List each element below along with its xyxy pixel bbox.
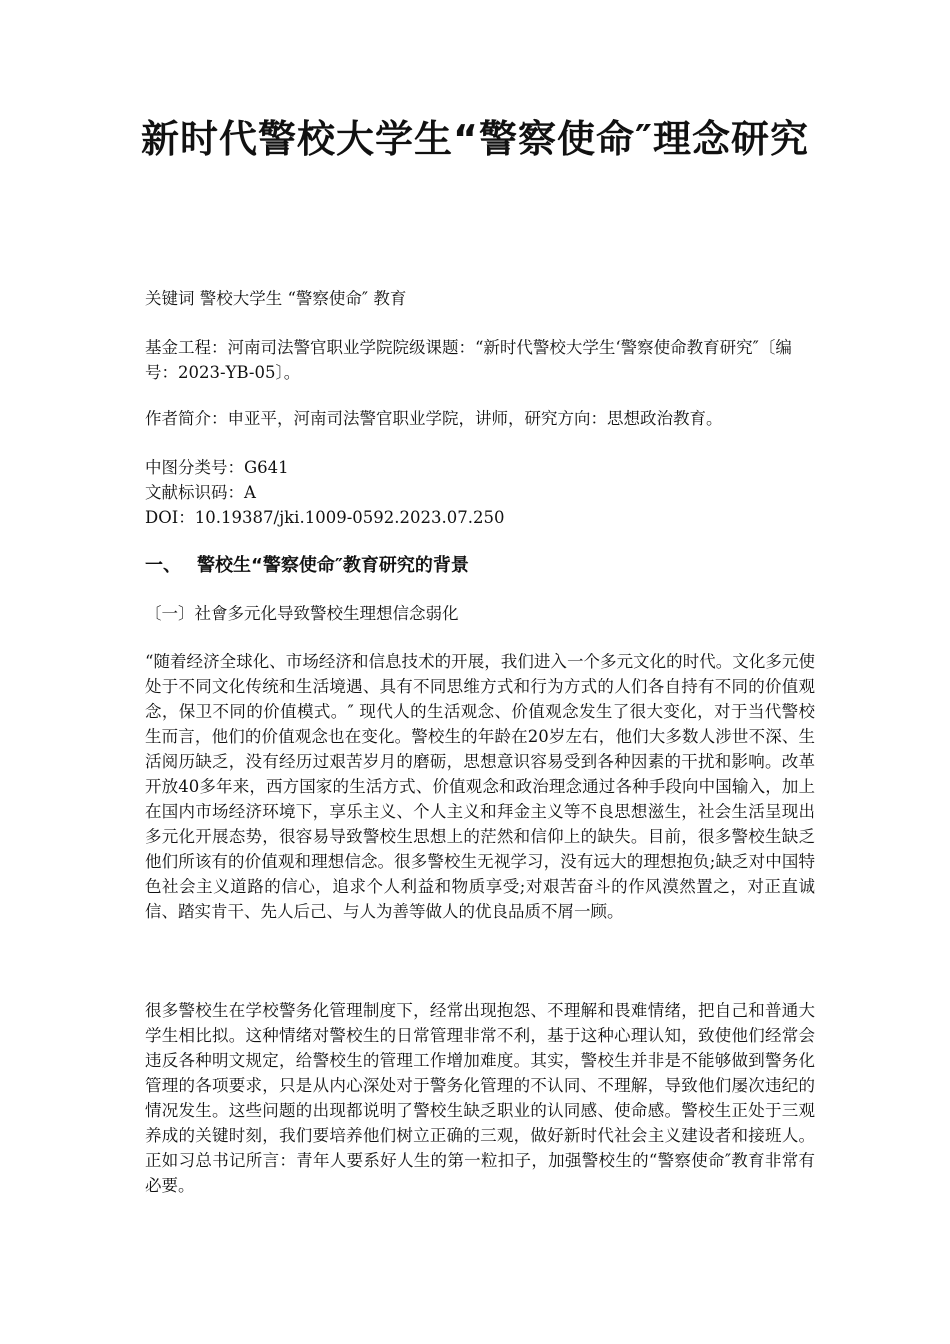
author-intro: 作者简介：申亚平，河南司法警官职业学院，讲师，研究方向：思想政治教育。 bbox=[145, 409, 723, 428]
keywords: 关键词 警校大学生 “警察使命″ 教育 bbox=[145, 289, 407, 308]
doi: DOI：10.19387/jki.1009-0592.2023.07.250 bbox=[145, 508, 505, 527]
clc-number: 中图分类号：G641 bbox=[145, 458, 289, 477]
paper-title: 新时代警校大学生“警察使命″理念研究 bbox=[141, 117, 809, 161]
document-code: 文献标识码：A bbox=[145, 483, 256, 502]
section-title: 警校生“警察使命″教育研究的背景 bbox=[197, 555, 469, 576]
section-heading bbox=[145, 553, 815, 578]
section-number: 一、 bbox=[145, 555, 181, 576]
body-paragraph-2: 很多警校生在学校警务化管理制度下，经常出现抱怨、不理解和畏难情绪，把自己和普通大学生相比拟。这种情绪对警校生的日常管理非常不利，基于这种心理认知，致使他们经常会违反各种明文规定，给警校生的管理工作增加难度。其实，警校生并非是不能够做到警务化管理的各项要求，只是从内心深处对于警务化管理的不认同、不理解，导致他们屡次违纪的情况发生。这些问题的出现都说明了警校生缺乏职业的认同感、使命感。警校生正处于三观养成的关键时刻，我们要培养他们树立正确的三观，做好新时代社会主义建设者和接班人。正如习总书记所言：青年人要系好人生的第一粒扣子，加强警校生的“警察使命″教育非常有必要。 bbox=[145, 1001, 815, 1195]
body-paragraph-1: “随着经济全球化、市场经济和信息技术的开展，我们进入一个多元文化的时代。文化多元使处于不同文化传统和生活境遇、具有不同思维方式和行为方式的人们各自持有不同的价值观念，保卫不同的价值模式。″ 现代人的生活观念、价值观念发生了很大变化，对于当代警校生而言，他们的价值观念也在变化。警校生的年龄在20岁左右，他们大多数人涉世不深、生活阅历缺乏，没有经历过艰苦岁月的磨砺，思想意识容易受到各种因素的干扰和影响。改革开放40多年来，西方国家的生活方式、价值观念和政治理念通过各种手段向中国输入，加上在国内市场经济环境下，享乐主义、个人主义和拜金主义等不良思想滋生，社会生活呈现出多元化开展态势，很容易导致警校生思想上的茫然和信仰上的缺失。目前，很多警校生缺乏他们所该有的价值观和理想信念。很多警校生无视学习，没有远大的理想抱负;缺乏对中国特色社会主义道路的信心，追求个人利益和物质享受;对艰苦奋斗的作风漠然置之，对正直诚信、踏实肯干、先人后己、与人为善等做人的优良品质不屑一顾。 bbox=[145, 652, 815, 921]
subsection-heading: 〔一〕社會多元化导致警校生理想信念弱化 bbox=[145, 604, 459, 623]
fund-project: 基金工程：河南司法警官职业学院院级课题：“新时代警校大学生‘警察使命教育研究″〔编号：2023-YB-05〕。 bbox=[145, 338, 792, 382]
